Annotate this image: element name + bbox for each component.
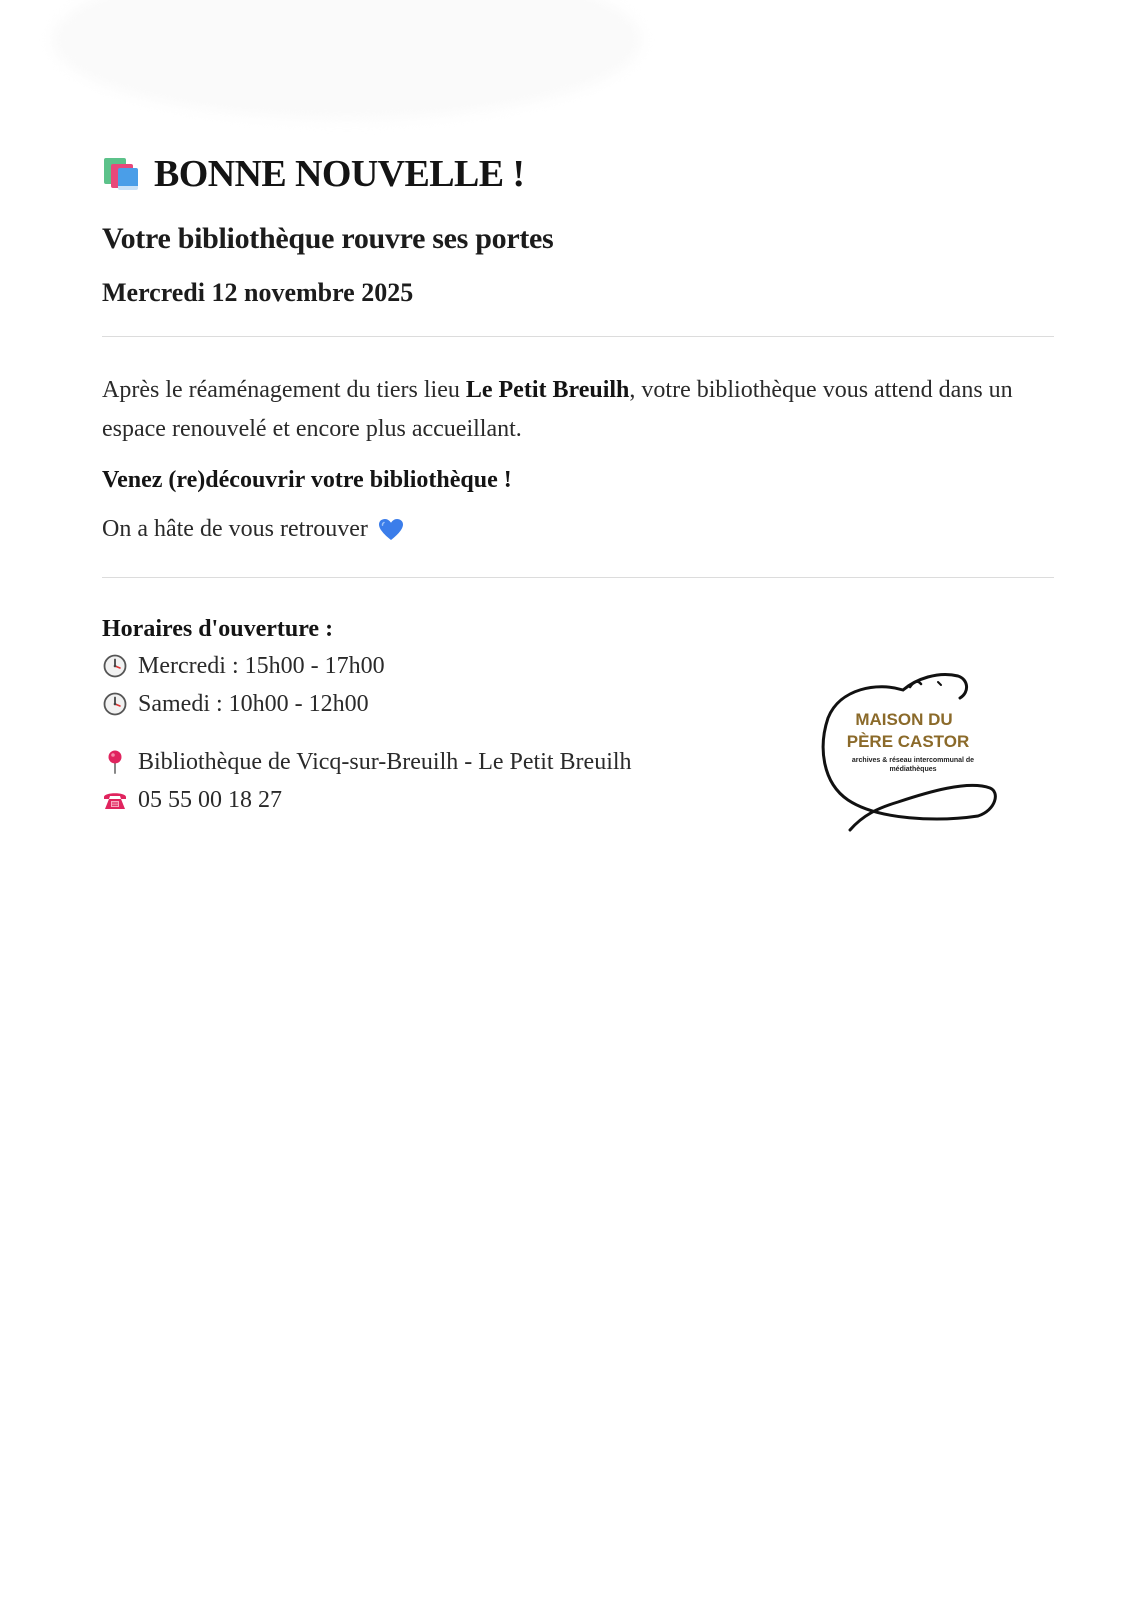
intro-text-start: Après le réaménagement du tiers lieu — [102, 377, 466, 403]
pin-icon — [102, 749, 128, 775]
hours-saturday: Samedi : 10h00 - 12h00 — [138, 690, 369, 717]
phone-number: 05 55 00 18 27 — [138, 786, 282, 813]
logo-title-line1: MAISON DU — [855, 710, 953, 729]
beaver-outline-icon — [818, 670, 998, 835]
books-icon — [102, 156, 142, 192]
telephone-icon — [102, 787, 128, 813]
clock-icon — [102, 691, 128, 717]
maison-du-pere-castor-logo — [818, 670, 998, 835]
hours-title: Horaires d'ouverture : — [102, 616, 334, 642]
call-to-action: Venez (re)découvrir votre bibliothèque ! — [102, 467, 512, 493]
logo-tagline: archives & réseau intercommunal de médiathèques — [851, 757, 975, 773]
closing-text: On a hâte de vous retrouver — [102, 516, 368, 542]
headline — [102, 150, 1054, 198]
hours-wednesday: Mercredi : 15h00 - 17h00 — [138, 652, 385, 679]
blue-heart-icon — [378, 517, 404, 543]
clock-icon — [102, 653, 128, 679]
closing-line — [102, 516, 1054, 543]
intro-paragraph — [102, 371, 1054, 449]
headline-text: BONNE NOUVELLE ! — [154, 153, 525, 195]
divider — [102, 336, 1054, 337]
divider — [102, 577, 1054, 578]
venue-name: Le Petit Breuilh — [465, 377, 630, 403]
address: Bibliothèque de Vicq-sur-Breuilh - Le Petit Breuilh — [138, 748, 632, 775]
event-date: Mercredi 12 novembre 2025 — [102, 278, 414, 307]
intro-text-end: , votre bibliothèque vous attend dans un espace renouvelé et encore plus accueillant. — [102, 377, 1013, 442]
top-faded-area — [52, 0, 642, 120]
subtitle: Votre bibliothèque rouvre ses portes — [102, 222, 554, 255]
logo-title-line2: PÈRE CASTOR — [846, 732, 970, 751]
